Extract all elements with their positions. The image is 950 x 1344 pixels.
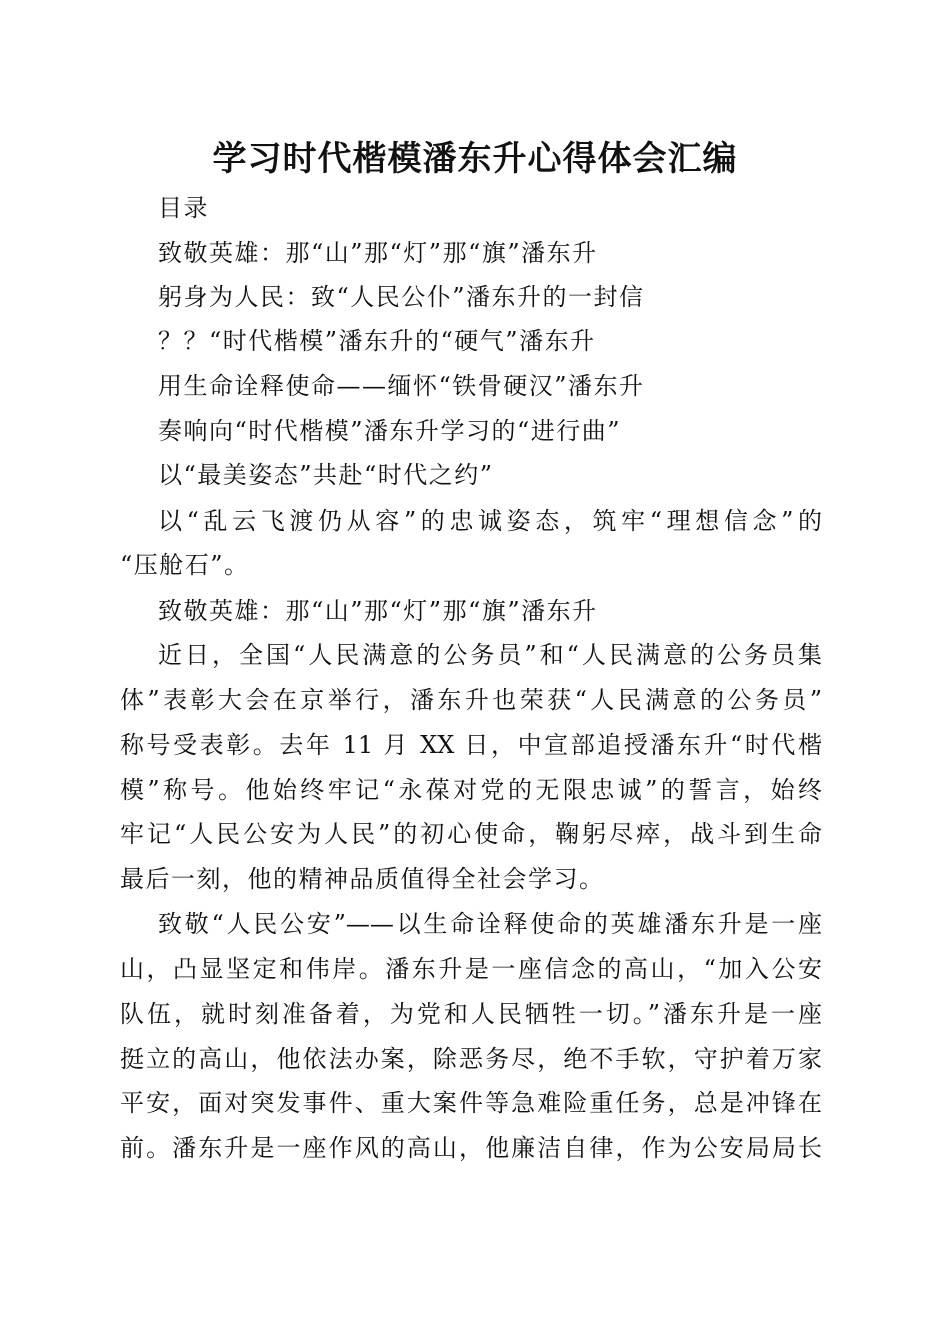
paragraph-line: 前。潘东升是一座作风的高山，他廉洁自律，作为公安局局长 bbox=[120, 1134, 822, 1162]
toc-item: 以“最美姿态”共赴“时代之约” bbox=[158, 461, 494, 489]
toc-item: 致敬英雄：那“山”那“灯”那“旗”潘东升 bbox=[158, 239, 598, 267]
paragraph-line: 模”称号。他始终牢记“永葆对党的无限忠诚”的誓言，始终 bbox=[120, 776, 822, 804]
paragraph-line: “压舱石”。 bbox=[120, 551, 250, 579]
toc-item: 用生命诠释使命——缅怀“铁骨硬汉”潘东升 bbox=[158, 372, 645, 400]
paragraph-line: 平安，面对突发事件、重大案件等急难险重任务，总是冲锋在 bbox=[120, 1089, 822, 1117]
paragraph-line: 称号受表彰。去年 11 月 XX 日，中宣部追授潘东升“时代楷 bbox=[120, 731, 822, 759]
paragraph-line: 以“乱云飞渡仍从容”的忠诚姿态，筑牢“理想信念”的 bbox=[158, 507, 822, 535]
paragraph-line: 挺立的高山，他依法办案，除恶务尽，绝不手软，守护着万家 bbox=[120, 1045, 822, 1073]
toc-heading: 目录 bbox=[158, 194, 209, 222]
paragraph-line: 队伍，就时刻准备着，为党和人民牺牲一切。”潘东升是一座 bbox=[120, 1000, 822, 1028]
paragraph-line: 体”表彰大会在京举行，潘东升也荣获“人民满意的公务员” bbox=[120, 686, 822, 714]
paragraph-line: 牢记“人民公安为人民”的初心使命，鞠躬尽瘁，战斗到生命 bbox=[120, 820, 822, 848]
section-heading: 致敬英雄：那“山”那“灯”那“旗”潘东升 bbox=[158, 597, 598, 625]
document-title: 学习时代楷模潘东升心得体会汇编 bbox=[212, 139, 738, 179]
paragraph-line: 山，凸显坚定和伟岸。潘东升是一座信念的高山，“加入公安 bbox=[120, 955, 822, 983]
paragraph-line: 致敬“人民公安”——以生命诠释使命的英雄潘东升是一座 bbox=[158, 910, 822, 938]
paragraph-line: 近日，全国“人民满意的公务员”和“人民满意的公务员集 bbox=[158, 641, 822, 669]
toc-item: 奏响向“时代楷模”潘东升学习的“进行曲” bbox=[158, 417, 622, 445]
toc-item: ？？“时代楷模”潘东升的“硬气”潘东升 bbox=[158, 327, 596, 355]
paragraph-line: 最后一刻，他的精神品质值得全社会学习。 bbox=[120, 865, 605, 893]
toc-item: 躬身为人民：致“人民公仆”潘东升的一封信 bbox=[158, 283, 645, 311]
